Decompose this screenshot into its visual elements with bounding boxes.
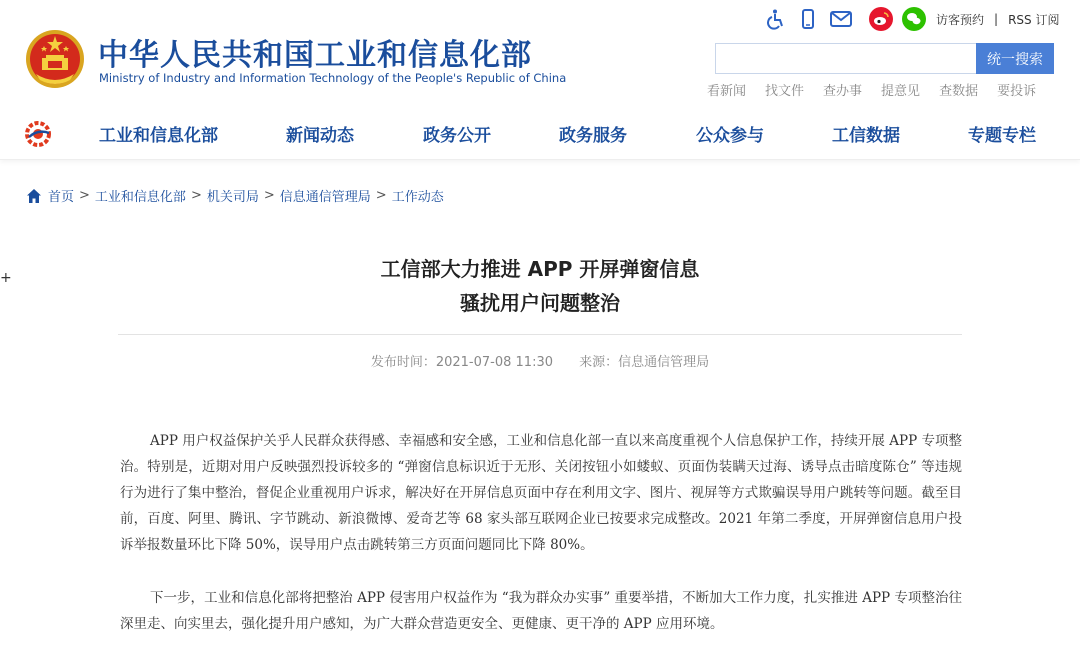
quick-link-feedback[interactable]: 提意见 [881,84,921,99]
mail-icon[interactable] [828,6,854,32]
quick-links [707,80,1055,99]
breadcrumb-separator: > [263,188,275,203]
utility-bar [762,6,1059,32]
miit-logo-icon[interactable] [23,119,53,149]
article-paragraph: APP 用户权益保护关乎人民群众获得感、幸福感和安全感，工业和信息化部一直以来高度重视个人信息保护工作，持续开展 APP 专项整治。特别是，近期对用户反映强烈投诉较多的 “弹窗信息标识近于无形、关闭按钮小如蝼蚁、页面伪装瞒天过海、诱导点击暗度陈仓” 等违规行为进行了集中整治，督促企业重视用户诉求，解决好在开屏信息页面中存在利用文字、图片、视屏等方式欺骗误导用户跳转等问题。截至目前，百度、阿里、腾讯、字节跳动、新浪微博、爱奇艺等 68 家头部互联网企业已按要求完成整改。2021 年第二季度，开屏弹窗信息用户投诉举报数量环比下降 50%，误导用户点击跳转第三方页面问题同比下降 80%。 [120,433,962,553]
site-title-en: Ministry of Industry and Information Technology of the People's Republic of China [99,71,567,85]
search-button[interactable]: 统一搜索 [976,43,1054,74]
nav-item-government-services[interactable]: 政务服务 [559,126,627,146]
publish-time: 发布时间：2021-07-08 11:30 [370,355,553,370]
search-input[interactable] [715,43,977,74]
breadcrumb-separator: > [79,188,90,203]
breadcrumb-ministry[interactable]: 工业和信息化部 [94,190,186,205]
rss-link[interactable]: RSS 订阅 [1008,12,1060,27]
nav-item-government-affairs[interactable]: 政务公开 [423,126,491,146]
wechat-icon[interactable] [901,6,927,32]
visitor-appointment-link[interactable]: 访客预约 [936,12,985,27]
nav-item-special-topics[interactable]: 专题专栏 [968,126,1036,146]
mobile-icon[interactable] [795,6,821,32]
article-meta [0,351,1080,370]
quick-link-documents[interactable]: 找文件 [765,84,805,99]
quick-link-news[interactable]: 看新闻 [707,84,747,99]
breadcrumb-work-news[interactable]: 工作动态 [391,190,444,205]
main-nav [0,108,1080,160]
quick-link-complaint[interactable]: 要投诉 [997,84,1037,99]
nav-item-news[interactable]: 新闻动态 [286,126,354,146]
quick-link-services[interactable]: 查办事 [823,84,863,99]
cursor-crosshair-icon: + [0,270,12,286]
breadcrumb-bureau[interactable]: 信息通信管理局 [279,190,371,205]
breadcrumb-home[interactable]: 首页 [48,190,75,205]
breadcrumb-separator: > [375,188,387,203]
site-header [0,0,1080,110]
utility-separator: | [994,12,999,26]
article-title-line2: 骚扰用户问题整治 [460,291,620,315]
article-source: 来源：信息通信管理局 [579,355,710,370]
nav-item-public-participation[interactable]: 公众参与 [696,126,764,146]
breadcrumb-departments[interactable]: 机关司局 [206,190,259,205]
breadcrumb [26,186,444,205]
home-icon[interactable] [26,188,42,204]
national-emblem-icon [24,28,86,90]
title-divider [118,334,962,335]
quick-link-data[interactable]: 查数据 [939,84,979,99]
accessibility-icon[interactable] [762,6,788,32]
article-title-line1: 工信部大力推进 APP 开屏弹窗信息 [380,257,700,281]
weibo-icon[interactable] [868,6,894,32]
site-title-cn: 中华人民共和国工业和信息化部 [98,38,532,73]
nav-item-ministry[interactable]: 工业和信息化部 [99,126,218,146]
nav-item-data[interactable]: 工信数据 [832,126,900,146]
article-paragraph: 下一步，工业和信息化部将把整治 APP 侵害用户权益作为 “我为群众办实事” 重要举措，不断加大工作力度，扎实推进 APP 专项整治往深里走、向实里去，强化提升用户感知，为广大群众营造更安全、更健康、更干净的 APP 应用环境。 [120,590,962,632]
breadcrumb-separator: > [190,188,202,203]
